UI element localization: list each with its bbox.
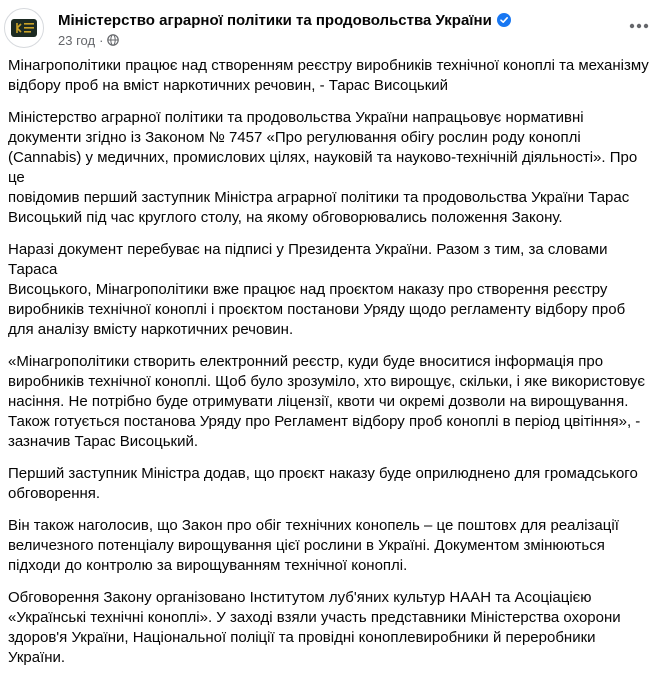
post-paragraph: Обговорення Закону організовано Інститутом луб'яних культур НААН та Асоціацією «Українські технічні коноплі». У заході взяли участь представники Міністерства охорони здоров'я України, Національної поліції та провідні коноплевиробники й переробники України. — [8, 589, 621, 666]
post-paragraph: Він також наголосив, що Закон про обіг технічних конопель – це поштовх для реалізації величезного потенціалу вирощування цієї рослини в Україні. Документом змінюються підходи до контролю за вирощуванням технічної коноплі. — [8, 517, 619, 574]
page-name-row — [58, 10, 511, 30]
page-name-link[interactable]: Міністерство аграрної політики та продовольства України — [58, 11, 492, 29]
more-horizontal-icon — [629, 23, 649, 29]
ministry-emblem-icon — [5, 9, 43, 47]
post-paragraph: Міністерство аграрної політики та продовольства України напрацьовує нормативні документи згідно із Законом № 7457 «Про регулювання обігу рослин роду коноплі (Cannabis) у медичних, промислових цілях, науковій та науково-технічній діяльності». Про це повідомив перший заступник Міністра аграрної політики та продовольства України Тарас Висоцький під час круглого столу, на якому обговорювались положення Закону. — [8, 109, 638, 226]
globe-icon[interactable] — [107, 34, 119, 46]
post-paragraph: Мінагрополітики працює над створенням реєстру виробників технічної коноплі та механізму відбору проб на вміст наркотичних речовин, - Тарас Висоцький — [8, 57, 649, 94]
post-timestamp-link[interactable]: 23 год — [58, 32, 96, 48]
page-avatar[interactable] — [4, 8, 44, 48]
post-header — [0, 0, 663, 56]
verified-badge-icon — [497, 13, 511, 27]
post-paragraph: Наразі документ перебуває на підписі у Президента України. Разом з тим, за словами Тараса Висоцького, Мінагрополітики вже працює над проєктом наказу про створення реєстру виробників технічної коноплі і проєктом постанови Уряду щодо регламенту відбору проб для аналізу вмісту наркотичних речовин. — [8, 241, 626, 338]
more-options-button[interactable] — [623, 10, 655, 42]
post-paragraph: «Мінагрополітики створить електронний реєстр, куди буде вноситися інформація про виробників технічної коноплі. Щоб було зрозуміло, хто вирощує, скільки, і яке використовує насіння. Не потрібно буде отримувати ліцензії, квоти чи окремі дозволи на вирощування. Також готується постанова Уряду про Регламент відбору проб коноплі в період цвітіння», - зазначив Тарас Висоцький. — [8, 353, 646, 450]
post-meta — [58, 32, 119, 48]
post-body — [8, 56, 653, 680]
meta-separator: · — [99, 32, 104, 48]
post-paragraph: Перший заступник Міністра додав, що проєкт наказу буде оприлюднено для громадського обговорення. — [8, 465, 638, 502]
